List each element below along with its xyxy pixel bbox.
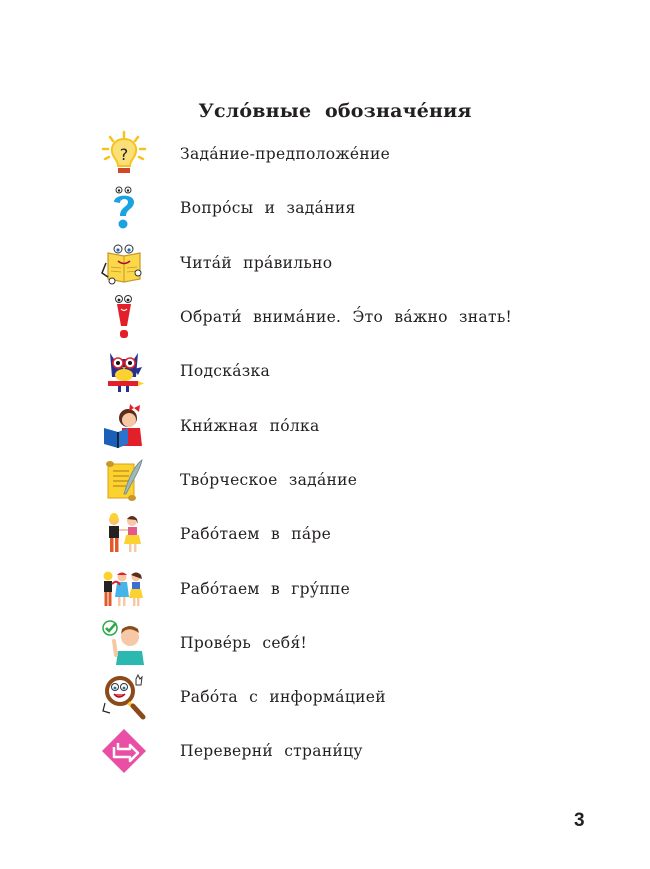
scroll-quill-icon (100, 456, 148, 504)
legend-label: Чита́й пра́вильно (180, 253, 333, 272)
exclamation-character-icon (100, 293, 148, 341)
legend-item (100, 670, 560, 724)
legend-item (100, 453, 560, 507)
legend-label: Переверни́ страни́цу (180, 742, 363, 761)
legend-item (100, 290, 560, 344)
legend-list (100, 127, 560, 779)
legend-item (100, 236, 560, 290)
legend-item (100, 344, 560, 398)
turn-page-arrow-icon[interactable] (100, 727, 148, 775)
pair-children-icon (100, 510, 148, 558)
legend-label: Обрати́ внима́ние. Э́то ва́жно знать! (180, 308, 513, 327)
legend-item (100, 398, 560, 452)
legend-item (100, 181, 560, 235)
page-title: Усло́вные обозначе́ния (198, 100, 472, 122)
group-children-icon (100, 565, 148, 613)
legend-label: Кни́жная по́лка (180, 416, 320, 435)
boy-checkmark-icon (100, 619, 148, 667)
legend-item (100, 561, 560, 615)
legend-item (100, 507, 560, 561)
legend-item[interactable] (100, 724, 560, 778)
legend-label: Вопро́сы и зада́ния (180, 199, 356, 218)
legend-label: Подска́зка (180, 362, 271, 381)
magnifier-character-icon (100, 673, 148, 721)
lightbulb-question-icon (100, 130, 148, 178)
legend-item (100, 616, 560, 670)
legend-label: Прове́рь себя́! (180, 633, 308, 652)
svg-text:?: ? (119, 145, 129, 165)
legend-label: Рабо́таем в па́ре (180, 525, 332, 544)
book-character-icon (100, 239, 148, 287)
girl-reading-icon (100, 402, 148, 450)
legend-item (100, 127, 560, 181)
legend-label: Тво́рческое зада́ние (180, 470, 358, 489)
legend-label: Рабо́таем в гру́ппе (180, 579, 351, 598)
legend-label: Рабо́та с информа́цией (180, 688, 386, 707)
page-number: 3 (574, 810, 585, 831)
legend-label: Зада́ние-предположе́ние (180, 145, 391, 164)
question-mark-character-icon (100, 184, 148, 232)
owl-icon (100, 347, 148, 395)
